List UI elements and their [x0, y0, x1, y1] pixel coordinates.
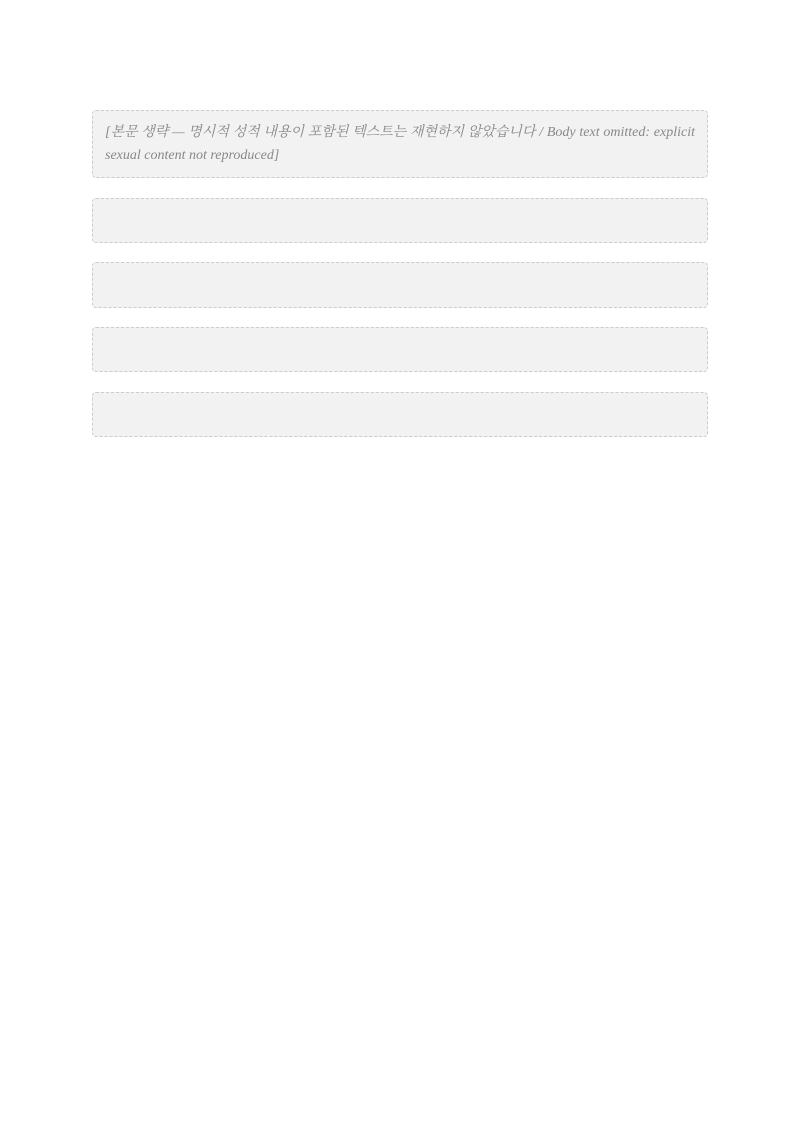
redacted-paragraph [92, 198, 708, 243]
redaction-notice: [본문 생략 — 명시적 성적 내용이 포함된 텍스트는 재현하지 않았습니다 / Body text omitted: explicit sexual content not reproduced] [92, 110, 708, 178]
redacted-paragraph [92, 262, 708, 307]
redacted-paragraph [92, 327, 708, 372]
redacted-paragraph [92, 392, 708, 437]
